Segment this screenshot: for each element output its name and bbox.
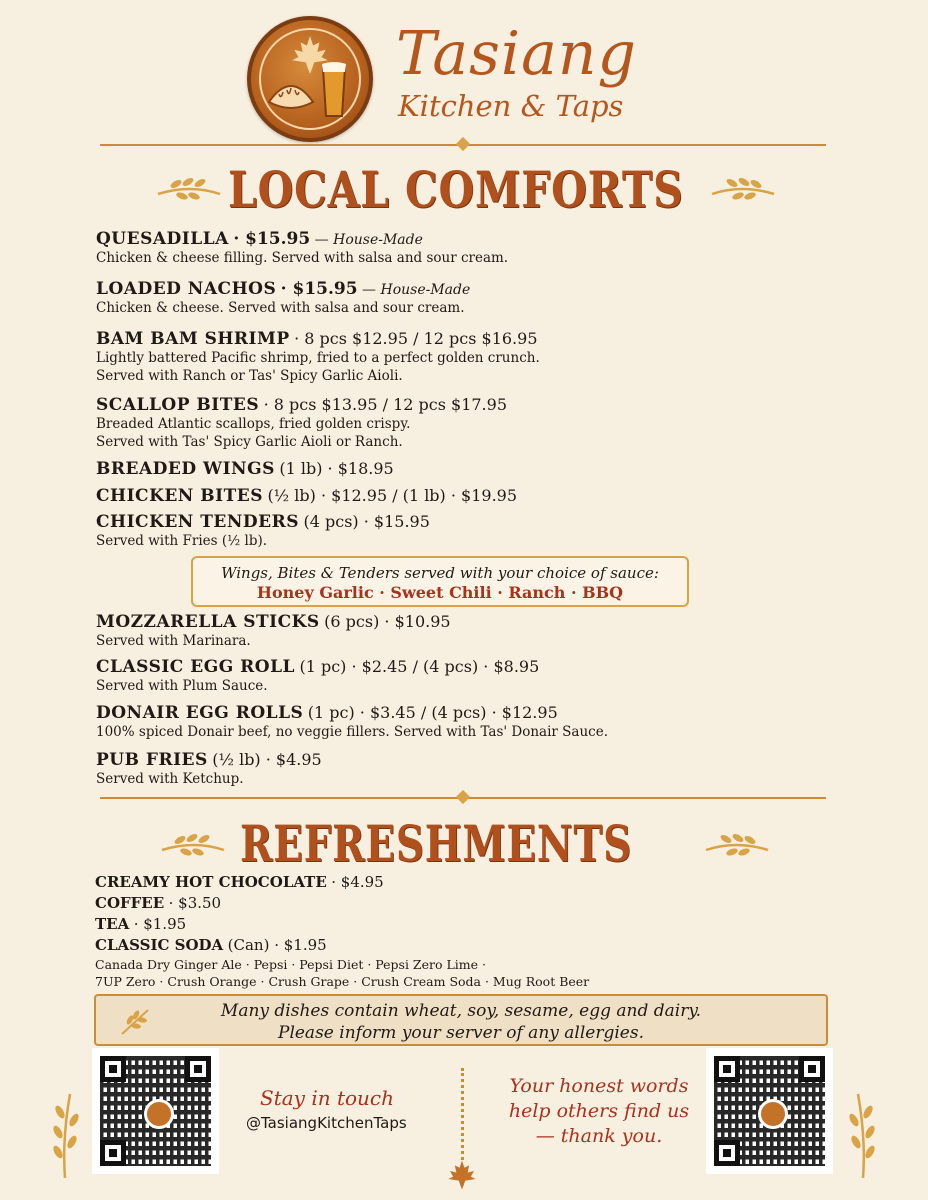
wheat-icon bbox=[846, 1090, 880, 1180]
item-desc: 100% spiced Donair beef, no veggie fillers. Served with Tas' Donair Sauce. bbox=[96, 724, 608, 740]
item-desc: Served with Ketchup. bbox=[96, 771, 244, 787]
item-desc: Served with Ranch or Tas' Spicy Garlic Aioli. bbox=[96, 368, 403, 384]
sauce-box bbox=[191, 556, 689, 607]
item-name: MOZZARELLA STICKS bbox=[96, 612, 320, 632]
allergy-text: Many dishes contain wheat, soy, sesame, egg and dairy. bbox=[220, 1001, 702, 1021]
drink-price: · $4.95 bbox=[331, 873, 384, 891]
brand-logo bbox=[247, 16, 373, 142]
menu-item bbox=[96, 487, 517, 506]
item-price: · $15.95 bbox=[233, 229, 311, 249]
review-line: — thank you. bbox=[535, 1125, 663, 1147]
sauce-list: Honey Garlic · Sweet Chili · Ranch · BBQ bbox=[256, 583, 624, 602]
drink-price: · $1.95 bbox=[133, 915, 187, 933]
review-line: help others find us bbox=[508, 1100, 690, 1122]
item-name: DONAIR EGG ROLLS bbox=[96, 703, 304, 723]
item-name: SCALLOP BITES bbox=[96, 395, 260, 415]
item-price: · $15.95 bbox=[280, 279, 358, 299]
item-name: QUESADILLA bbox=[96, 229, 229, 249]
item-price: · 8 pcs $13.95 / 12 pcs $17.95 bbox=[263, 395, 507, 414]
item-price: (1 pc) · $2.45 / (4 pcs) · $8.95 bbox=[299, 657, 540, 676]
allergy-text: Please inform your server of any allergies. bbox=[278, 1023, 644, 1043]
social-handle[interactable]: @TasiangKitchenTaps bbox=[246, 1114, 407, 1132]
item-desc: Lightly battered Pacific shrimp, fried to a perfect golden crunch. bbox=[96, 350, 540, 366]
divider-diamond bbox=[456, 790, 470, 804]
item-price: · 8 pcs $12.95 / 12 pcs $16.95 bbox=[294, 329, 538, 348]
item-desc: Served with Marinara. bbox=[96, 633, 251, 649]
item-desc: Chicken & cheese. Served with salsa and sour cream. bbox=[96, 300, 465, 316]
wheat-icon bbox=[160, 826, 226, 860]
menu-item bbox=[96, 751, 322, 788]
drink-name: CLASSIC SODA bbox=[95, 936, 224, 954]
menu-item bbox=[96, 330, 540, 385]
item-price: (6 pcs) · $10.95 bbox=[324, 612, 451, 631]
item-price: (1 pc) · $3.45 / (4 pcs) · $12.95 bbox=[307, 703, 558, 722]
allergy-box bbox=[94, 994, 828, 1046]
qr-code[interactable] bbox=[706, 1048, 833, 1174]
review-line: Your honest words bbox=[509, 1075, 689, 1097]
item-name: CHICKEN BITES bbox=[96, 486, 263, 506]
menu-item bbox=[96, 613, 451, 650]
menu-item bbox=[96, 230, 508, 267]
item-tag: — House-Made bbox=[314, 232, 423, 248]
item-price: (½ lb) · $12.95 / (1 lb) · $19.95 bbox=[267, 486, 518, 505]
brand-title: Tasiang bbox=[396, 19, 637, 89]
item-price: (1 lb) · $18.95 bbox=[279, 459, 394, 478]
item-name: BAM BAM SHRIMP bbox=[96, 329, 290, 349]
brand-subtitle: Kitchen & Taps bbox=[398, 89, 624, 123]
item-desc: Breaded Atlantic scallops, fried golden crispy. bbox=[96, 416, 411, 432]
wheat-icon bbox=[118, 1006, 154, 1036]
drink-name: COFFEE bbox=[95, 894, 165, 912]
soda-list: Canada Dry Ginger Ale · Pepsi · Pepsi Diet · Pepsi Zero Lime · bbox=[95, 957, 486, 972]
wheat-icon bbox=[710, 170, 776, 204]
drink-price: (Can) · $1.95 bbox=[227, 936, 327, 954]
item-name: LOADED NACHOS bbox=[96, 279, 277, 299]
section-title-local: LOCAL COMFORTS bbox=[228, 160, 684, 219]
review-message bbox=[506, 1074, 692, 1149]
wheat-icon bbox=[704, 826, 770, 860]
drink-name: TEA bbox=[95, 915, 130, 933]
menu-item bbox=[96, 704, 608, 741]
menu-item bbox=[96, 280, 470, 317]
menu-item bbox=[96, 460, 394, 479]
item-price: (4 pcs) · $15.95 bbox=[303, 512, 430, 531]
menu-item bbox=[96, 396, 507, 451]
dumpling-icon bbox=[265, 76, 317, 114]
list-item bbox=[95, 914, 589, 935]
wheat-icon bbox=[48, 1090, 82, 1180]
item-price: (½ lb) · $4.95 bbox=[212, 750, 322, 769]
item-name: CHICKEN TENDERS bbox=[96, 512, 300, 532]
menu-item bbox=[96, 513, 430, 550]
item-desc: Chicken & cheese filling. Served with salsa and sour cream. bbox=[96, 250, 509, 266]
item-desc: Served with Tas' Spicy Garlic Aioli or Ranch. bbox=[96, 434, 403, 450]
item-desc: Served with Fries (½ lb). bbox=[96, 533, 268, 549]
beer-glass-icon bbox=[319, 62, 349, 118]
sauce-intro: Wings, Bites & Tenders served with your choice of sauce: bbox=[221, 564, 659, 582]
drinks-list bbox=[95, 872, 589, 990]
list-item bbox=[95, 935, 589, 956]
section-title-refreshments: REFRESHMENTS bbox=[240, 814, 633, 873]
soda-list: 7UP Zero · Crush Orange · Crush Grape · Crush Cream Soda · Mug Root Beer bbox=[95, 974, 590, 989]
list-item bbox=[95, 893, 589, 914]
divider-diamond bbox=[456, 137, 470, 151]
item-name: CLASSIC EGG ROLL bbox=[96, 657, 296, 677]
item-name: PUB FRIES bbox=[96, 750, 208, 770]
maple-leaf-icon bbox=[446, 1158, 478, 1192]
item-desc: Served with Plum Sauce. bbox=[96, 678, 268, 694]
footer-separator bbox=[461, 1068, 464, 1160]
menu-item bbox=[96, 658, 539, 695]
stay-in-touch: Stay in touch bbox=[260, 1086, 394, 1110]
wheat-icon bbox=[156, 170, 222, 204]
item-tag: — House-Made bbox=[362, 282, 471, 298]
list-item bbox=[95, 872, 589, 893]
item-name: BREADED WINGS bbox=[96, 459, 275, 479]
drink-price: · $3.50 bbox=[168, 894, 222, 912]
drink-name: CREAMY HOT CHOCOLATE bbox=[95, 873, 327, 891]
qr-code[interactable] bbox=[92, 1048, 219, 1174]
